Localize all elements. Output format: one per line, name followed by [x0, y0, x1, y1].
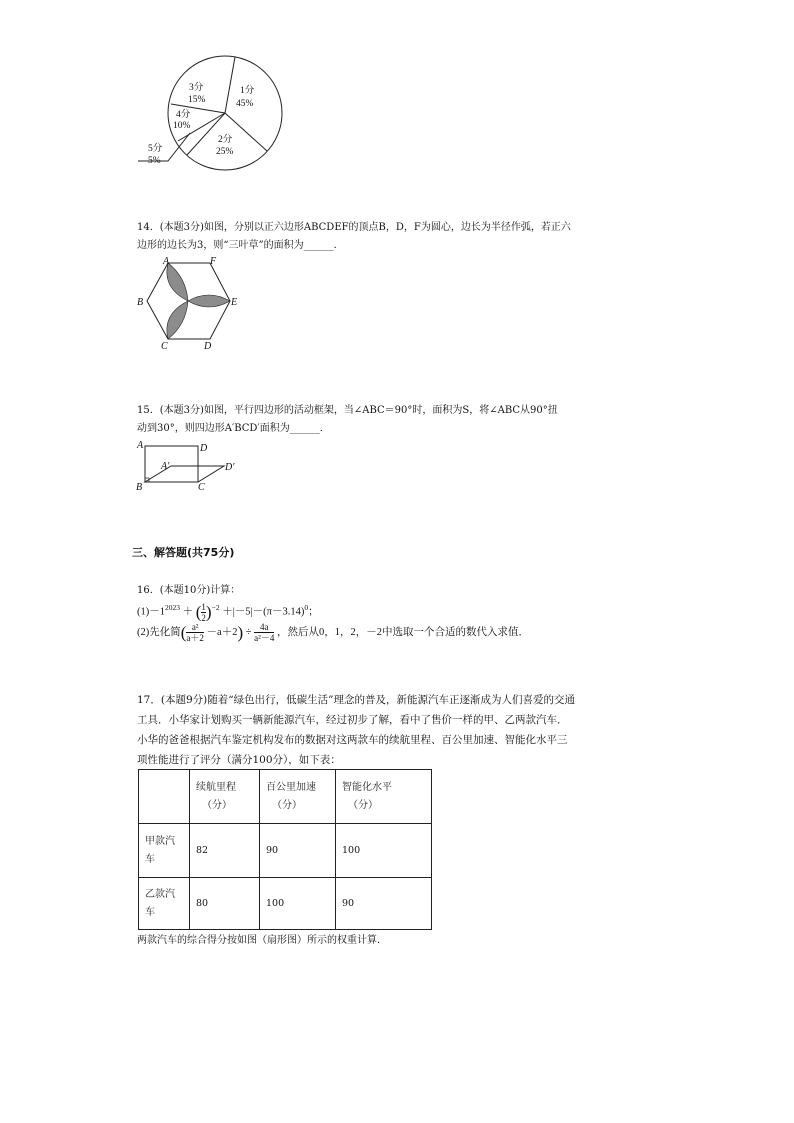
pie-label-5: 5分 [148, 144, 163, 154]
q16-p2-mid: －a＋2 [206, 626, 238, 638]
q16-p2-div: ÷ [245, 626, 252, 638]
q16-p2-rest: ，然后从0，1，2，－2中选取一个合适的数代入求值． [276, 626, 529, 638]
parallelogram-figure [133, 438, 248, 493]
hexagon-figure [133, 253, 248, 353]
pie-label-1: 1分 [240, 86, 255, 96]
hex-label-e: E [231, 297, 238, 308]
para-label-a: A [137, 440, 144, 451]
table-row [139, 878, 432, 930]
para-label-d: D [200, 443, 208, 454]
q16-p1-exp: 2023 [165, 603, 180, 612]
hex-label-a: A [163, 256, 170, 267]
table-cell: 80 [190, 878, 260, 930]
pie-percent-1: 45% [236, 99, 254, 109]
table-header-row [139, 770, 432, 824]
table-row-name: 甲款汽 车 [139, 824, 190, 878]
pie-divider-1 [225, 57, 235, 113]
pie-percent-3: 15% [188, 95, 206, 105]
q16-p1-exp3: 0 [304, 603, 309, 612]
q16-p2-num1: a² [191, 622, 199, 632]
table-row [139, 824, 432, 878]
q17-text: 17．(本题9分)随着“绿色出行，低碳生活”理念的普及，新能源汽车正逐渐成为人们喜爱的交通工具．小华家计划购买一辆新能源汽车，经过初步了解，看中了售价一样的甲、乙两款汽车．小华的爸爸根据汽车鉴定机构发布的数据对这两款车的续航里程、百公里加速、智能化水平三项性能进行了评分（满分100分），如下表： [137, 694, 575, 766]
table-header-cell: 百公里加速 （分） [260, 770, 336, 824]
hex-label-b: B [137, 297, 144, 308]
q16-part1: $(1)-1^{2023}$ ＋ ( $\frac{1}{2}$ )$^{-2} +|-5|-(\pi-3.14)^0$； [137, 601, 319, 623]
table-header-cell: 续航里程 （分） [190, 770, 260, 824]
table-cell: 100 [336, 824, 432, 878]
para-label-d-prime: D′ [225, 462, 235, 473]
q16-p2-frac1 [186, 622, 204, 643]
hex-label-c: C [161, 341, 168, 352]
q16-p1-end: ； [308, 606, 319, 618]
q17-after-text: 两款汽车的综合得分按如图（扇形图）所示的权重计算． [137, 935, 387, 946]
q16-p1-exp2: −2 [211, 603, 220, 612]
leaf-top [167, 263, 188, 301]
score-table [138, 769, 432, 930]
q16-title: 16．(本题10分)计算： [137, 585, 241, 596]
q16-p2-frac2 [254, 622, 274, 643]
q16-p2-prefix: (2)先化简 [137, 626, 181, 638]
pie-label-2: 2分 [218, 135, 233, 145]
leaf-bottom [167, 301, 188, 339]
table-header-empty [139, 770, 190, 824]
q16-p1-den: 2 [201, 612, 206, 623]
leaf-right [188, 295, 230, 307]
q16-p2-den2: a²－4 [254, 633, 275, 643]
parallelogram-abcd-prime [145, 466, 224, 482]
pie-percent-2: 25% [216, 147, 234, 157]
q16-p1-plus: ＋ [182, 606, 194, 618]
pie-leader-line [138, 133, 190, 161]
q16-p2-num2: 4a [260, 622, 269, 632]
pie-percent-5: 5% [148, 156, 161, 166]
para-label-b: B [136, 482, 143, 493]
hex-label-f: F [210, 256, 217, 267]
q16-p1-num: 1 [201, 601, 206, 612]
para-label-c: C [198, 482, 205, 493]
table-row-name: 乙款汽 车 [139, 878, 190, 930]
section-title: 三、解答题(共75分) [132, 546, 235, 559]
q16-p2-den1: a＋2 [186, 633, 204, 643]
q16-part2: (2)先化简( $\frac{\text{a²}}{a+2}$ －a＋2) ÷ $\frac{4a}{\text{a²－4}}$ ，然后从0，1，2，－2中选取一个合适的数代入求值． [137, 622, 529, 643]
q16-p1-rest: ＋|－5|－(π－3.14) [222, 606, 305, 618]
hex-label-d: D [204, 341, 212, 352]
q15-line2: 动到30°，则四边形A′BCD′面积为______． [137, 423, 330, 434]
q15-line1: 15．(本题3分)如图，平行四边形的活动框架，当∠ABC＝90°时，面积为S，将∠ABC从90°扭 [137, 405, 558, 416]
para-label-a-prime: A′ [161, 461, 170, 472]
q14-line1: 14．(本题3分)如图，分别以正六边形ABCDEF的顶点B，D，F为圆心，边长为半径作弧，若正六 [137, 222, 571, 233]
pie-chart [130, 50, 290, 175]
pie-label-4: 4分 [176, 110, 191, 120]
table-cell: 90 [260, 824, 336, 878]
table-cell: 100 [260, 878, 336, 930]
pie-divider-2 [225, 113, 267, 151]
table-cell: 82 [190, 824, 260, 878]
q14-line2: 边形的边长为3，则“三叶草”的面积为______． [137, 240, 344, 251]
table-cell: 90 [336, 878, 432, 930]
pie-label-3: 3分 [189, 83, 204, 93]
table-header-cell: 智能化水平 （分） [336, 770, 432, 824]
q16-p1-prefix: (1)－1 [137, 606, 165, 618]
pie-percent-4: 10% [173, 121, 191, 131]
